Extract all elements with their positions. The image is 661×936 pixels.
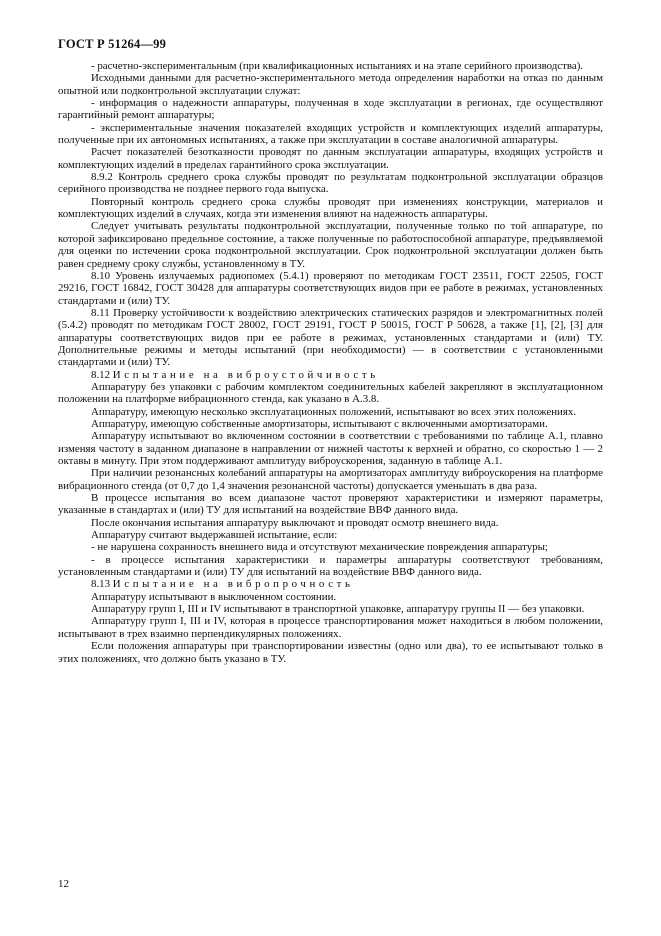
section-number: 8.13 (91, 578, 111, 591)
paragraph: После окончания испытания аппаратуру выключают и проводят осмотр внешнего вида. (91, 516, 499, 529)
paragraph: Следует учитывать результаты подконтрольной эксплуатации, полученные только по той аппаратуре, по которой зафиксировано предельное состояние, а также полученные по работоспособной аппаратуре, предъявляемой для оценки по истечении срока подконтрольной эксплуатации. Срок подконтрольной эксплуатации должен быть равен среднему сроку службы, установленному в ТУ. (58, 220, 603, 270)
paragraph-8-10: 8.10 Уровень излучаемых радиопомех (5.4.1) проверяют по методикам ГОСТ 23511, ГОСТ 22505, ГОСТ 29216, ГОСТ 16842, ГОСТ 30428 для аппаратуры соответствующих видов при ее работе в режимах, установленных стандартами и (или) ТУ. (58, 269, 603, 307)
paragraph: Исходными данными для расчетно-экспериментального метода определения наработки на отказ по данным опытной или подконтрольной эксплуатации служат: (58, 72, 603, 97)
page-number: 12 (58, 878, 69, 890)
paragraph: Аппаратуру без упаковки с рабочим комплектом соединительных кабелей закрепляют в эксплуатационном положении на платформе вибрационного стенда, как указано в А.3.8. (58, 380, 603, 406)
paragraph: - не нарушена сохранность внешнего вида и отсутствуют механические повреждения аппаратуры; (91, 541, 548, 554)
paragraph: - информация о надежности аппаратуры, полученная в ходе эксплуатации в регионах, где осуществляют гарантийный ремонт аппаратуры; (58, 97, 603, 122)
paragraph: Расчет показателей безотказности проводят по данным эксплуатации аппаратуры, входящих устройств и комплектующих изделий в пределах гарантийного срока эксплуатации. (58, 146, 603, 171)
standard-header: ГОСТ Р 51264—99 (58, 37, 167, 51)
section-title: Испытание на виброустойчивость (112, 368, 379, 381)
paragraph: Если положения аппаратуры при транспортировании известны (одно или два), то ее испытывают только в этих положениях, что должно быть указано в ТУ. (58, 640, 603, 665)
paragraph: В процессе испытания во всем диапазоне частот проверяют характеристики и измеряют параметры, указанные в стандартах и (или) ТУ для испытаний на воздействие ВВФ данного вида. (58, 492, 603, 517)
paragraph: Аппаратуру испытывают в выключенном состоянии. (91, 590, 337, 603)
paragraph: - в процессе испытания характеристики и параметры аппаратуры соответствуют требованиям, установленным стандартами и (или) ТУ для испытаний на воздействие ВВФ данного вида. (58, 553, 603, 579)
paragraph-8-9-2: 8.9.2 Контроль среднего срока службы проводят по результатам подконтрольной эксплуатации образцов серийного производства не позднее первого года выпуска. (58, 171, 603, 196)
paragraph: Аппаратуру групп I, III и IV, которая в процессе транспортирования может находиться в любом положении, испытывают в трех взаимно перпендикулярных положениях. (58, 615, 603, 640)
paragraph: При наличии резонансных колебаний аппаратуры на амортизаторах амплитуду виброускорения на платформе вибрационного стенда (от 0,7 до 1,4 значения резонансной частоты) допускается уменьшать в два раза. (58, 467, 603, 492)
paragraph: Аппаратуру, имеющую собственные амортизаторы, испытывают с включенными амортизаторами. (91, 417, 548, 430)
section-number: 8.12 (91, 368, 111, 381)
paragraph: Аппаратуру испытывают во включенном состоянии в соответствии с требованиями по таблице А.1, плавно изменяя частоту в заданном диапазоне в направлении от нижней частоты к верхней и обратно, со скоростью 1 — 2 октавы в минуту. При этом поддерживают амплитуду виброускорения, заданную в таблице А.1. (58, 430, 603, 467)
paragraph: Аппаратуру считают выдержавшей испытание, если: (91, 529, 338, 542)
section-heading-8-13 (58, 578, 603, 590)
section-heading-8-12 (58, 369, 603, 381)
paragraph: Аппаратуру групп I, III и IV испытывают в транспортной упаковке, аппаратуру группы II — без упаковки. (91, 603, 585, 616)
section-title: Испытание на вибропрочность (112, 578, 354, 591)
paragraph: - расчетно-экспериментальным (при квалификационных испытаниях и на этапе серийного производства). (91, 60, 584, 72)
paragraph: - экспериментальные значения показателей входящих устройств и комплектующих изделий аппаратуры, полученные при их автономных испытаниях, а также при эксплуатации в составе аналогичной аппаратуры. (58, 121, 603, 147)
document-body (58, 60, 603, 665)
paragraph: Аппаратуру, имеющую несколько эксплуатационных положений, испытывают во всех этих положениях. (91, 405, 577, 418)
paragraph-8-11: 8.11 Проверку устойчивости к воздействию электрических статических разрядов и электромагнитных полей (5.4.2) проводят по методикам ГОСТ 28002, ГОСТ 29191, ГОСТ Р 50015, ГОСТ Р 50628, а также [1], [2], [3] для аппаратуры соответствующих видов при ее работе в режимах, установленных стандартами и (или) ТУ. Дополнительные режимы и методы испытаний (при необходимости) — в соответствии с установленными стандартами и (или) ТУ. (58, 306, 603, 369)
paragraph: Повторный контроль среднего срока службы проводят при изменениях конструкции, материалов и комплектующих изделий в случаях, когда эти изменения влияют на надежность аппаратуры. (58, 195, 603, 221)
